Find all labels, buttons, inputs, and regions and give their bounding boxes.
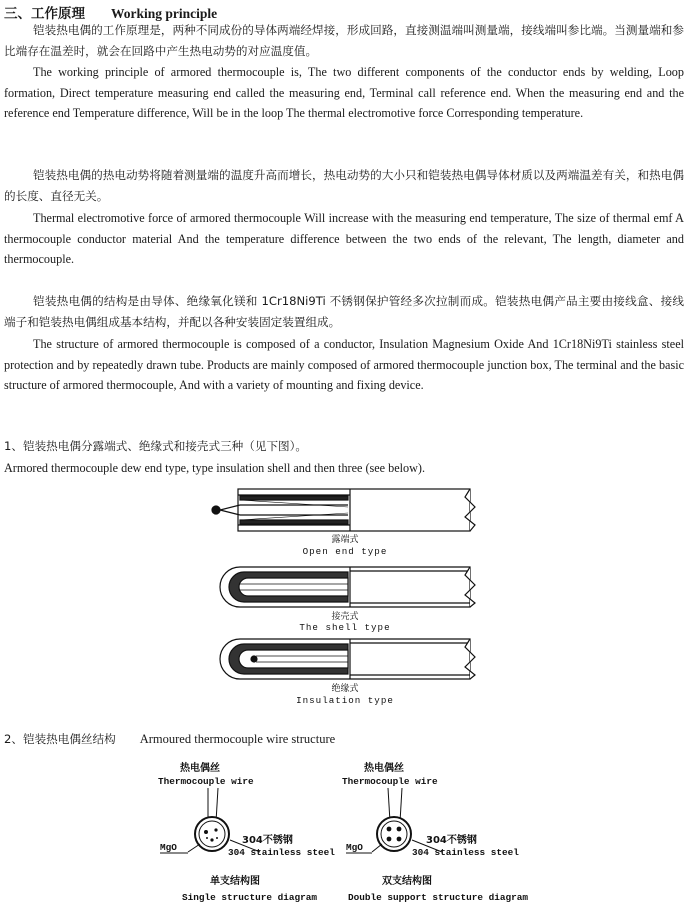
double-wire-label-zh: 热电偶丝 bbox=[364, 763, 404, 774]
section-heading-en: Working principle bbox=[111, 6, 218, 21]
wire-structure-figure bbox=[150, 756, 550, 908]
insulation-caption-zh: 绝缘式 bbox=[331, 684, 359, 694]
section-2-en: Armoured thermocouple wire structure bbox=[139, 732, 336, 746]
single-mgo-label: MgO bbox=[160, 842, 177, 853]
paragraph-3-en: The structure of armored thermocouple is composed of a conductor, Insulation Magnesium Oxide And 1Cr18Ni9Ti stainless steel protection and by repeatedly drawn tube. Products are mainly composed of armored thermocouple junction box, The terminal and the basic structure of armored thermocouple, And with a variety of mounting and fixing device. bbox=[4, 337, 684, 393]
section-1-zh: 1、铠装热电偶分露端式、绝缘式和接壳式三种（见下图）。 bbox=[4, 439, 308, 453]
paragraph-2-zh: 铠装热电偶的热电动势将随着测量端的温度升高而增长，热电动势的大小只和铠装热电偶导体材质以及两端温差有关，和热电偶的长度、直径无关。 bbox=[4, 168, 684, 203]
paragraph-1-en: The working principle of armored thermocouple is, The two different components of the conductor ends by welding, Loop formation, Direct temperature measuring end called the measuring end, Terminal call reference end. When the measuring end and the reference end Temperature difference, Will be in the loop The thermal electromotive force Corresponding temperature. bbox=[4, 65, 684, 121]
double-wire-label-en: Thermocouple wire bbox=[342, 776, 438, 787]
insulation-type-drawing bbox=[220, 639, 475, 679]
section-1-en: Armored thermocouple dew end type, type insulation shell and then three (see below). bbox=[4, 461, 426, 475]
shell-type-drawing bbox=[220, 567, 475, 607]
open-end-type-drawing bbox=[212, 489, 475, 531]
section-heading bbox=[4, 2, 217, 22]
paragraph-2-en: Thermal electromotive force of armored thermocouple Will increase with the measuring end temperature, The size of thermal emf A thermocouple conductor material And the temperature difference between the two ends of the relevant, The length, diameter and thermocouple. bbox=[4, 211, 684, 267]
double-steel-label-zh: 304不锈钢 bbox=[426, 835, 477, 846]
insulation-caption-en: Insulation type bbox=[296, 695, 394, 706]
double-structure-diagram bbox=[342, 761, 528, 903]
single-wire-label-en: Thermocouple wire bbox=[158, 776, 254, 787]
single-caption-en: Single structure diagram bbox=[182, 892, 318, 903]
section-heading-zh: 三、工作原理 bbox=[4, 6, 85, 22]
shell-caption-en: The shell type bbox=[299, 622, 391, 633]
single-steel-label-zh: 304不锈钢 bbox=[242, 835, 293, 846]
paragraph-3-zh: 铠装热电偶的结构是由导体、绝缘氧化镁和 1Cr18Ni9Ti 不锈钢保护管经多次拉制而成。铠装热电偶产品主要由接线盒、接线端子和铠装热电偶组成基本结构，并配以各种安装固定装置组成。 bbox=[4, 294, 684, 329]
thermocouple-types-figure bbox=[200, 483, 490, 711]
single-structure-diagram bbox=[158, 761, 335, 903]
double-caption-en: Double support structure diagram bbox=[348, 892, 529, 903]
double-steel-label-en: 304 stainless steel bbox=[412, 847, 519, 858]
single-caption-zh: 单支结构图 bbox=[210, 876, 260, 887]
single-steel-label-en: 304 stainless steel bbox=[228, 847, 335, 858]
section-2-heading bbox=[4, 731, 335, 747]
open-end-caption-en: Open end type bbox=[302, 546, 388, 557]
shell-caption-zh: 接壳式 bbox=[331, 612, 359, 622]
paragraph-1-zh: 铠装热电偶的工作原理是，两种不同成份的导体两端经焊接，形成回路，直接测温端叫测量端，接线端叫参比端。当测量端和参比端存在温差时，就会在回路中产生热电动势的对应温度值。 bbox=[4, 23, 684, 58]
double-caption-zh: 双支结构图 bbox=[382, 876, 432, 887]
open-end-caption-zh: 露端式 bbox=[331, 535, 359, 545]
section-2-zh: 2、铠装热电偶丝结构 bbox=[4, 732, 116, 746]
double-mgo-label: MgO bbox=[346, 842, 363, 853]
single-wire-label-zh: 热电偶丝 bbox=[180, 763, 220, 774]
